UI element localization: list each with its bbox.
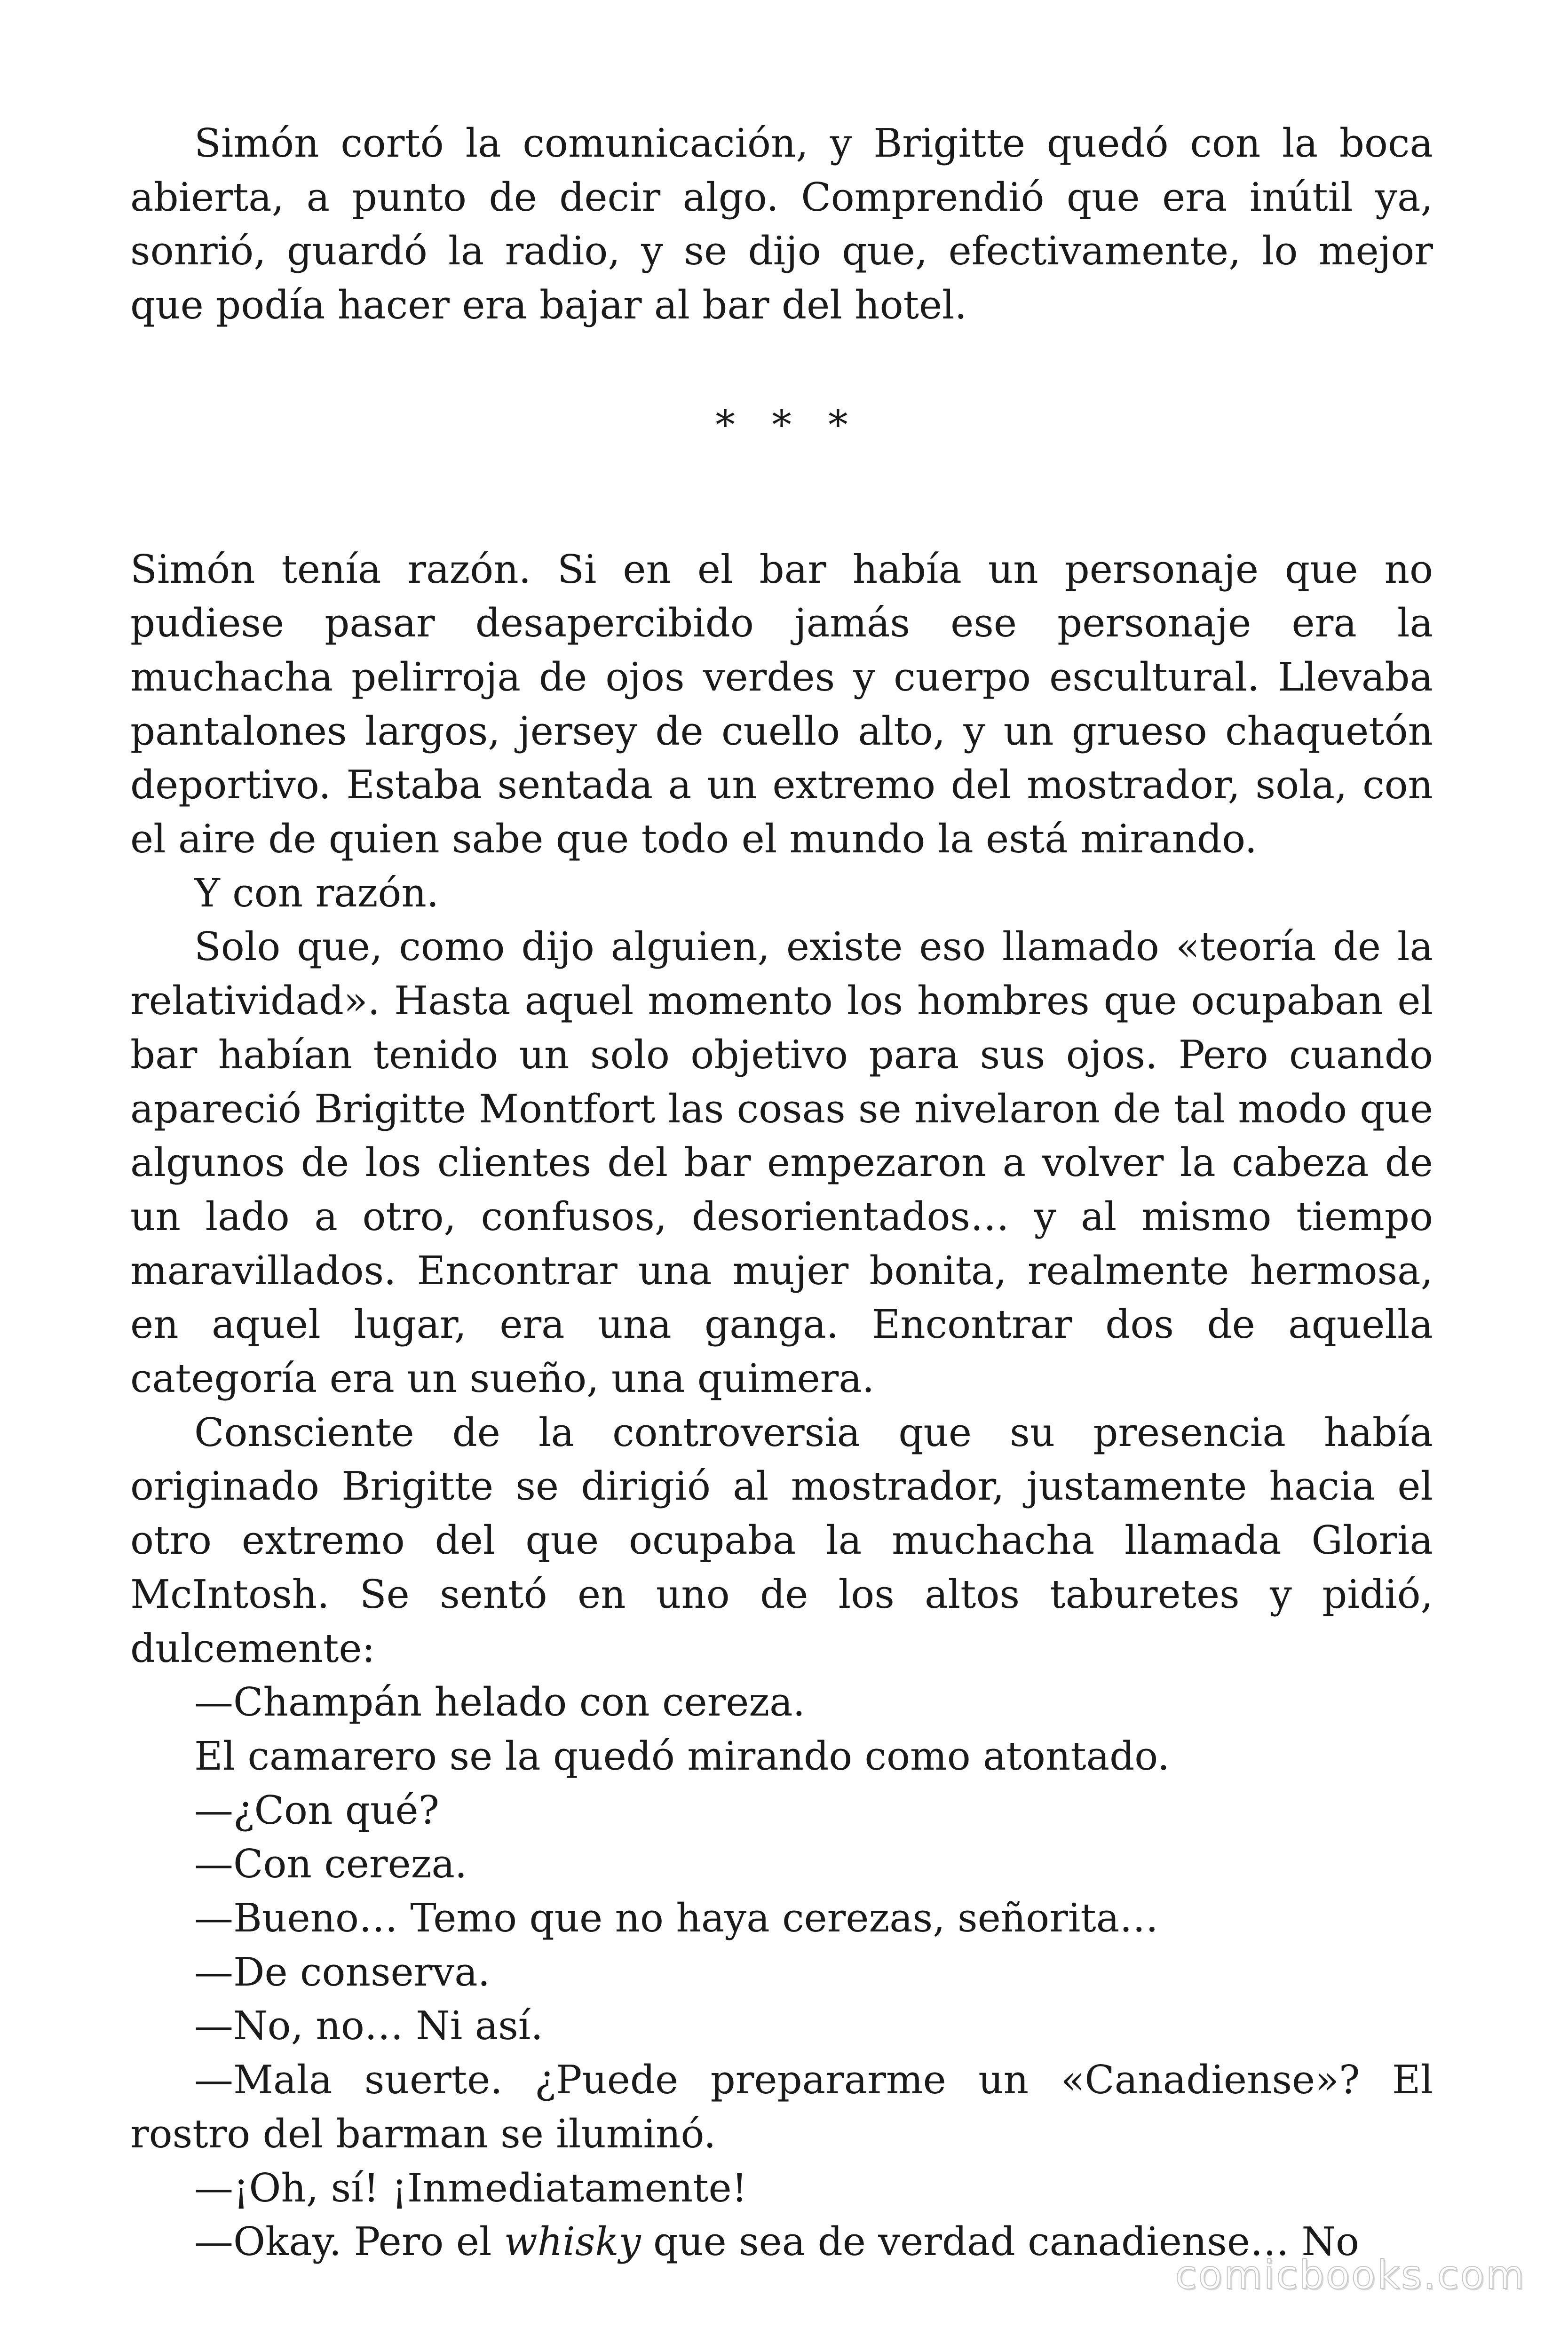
dialogue-line: —No, no… Ni así.: [194, 2003, 543, 2049]
watermark-text: comicbooks.com: [1175, 2252, 1526, 2298]
paragraph: Simón tenía razón. Si en el bar había un personaje que no pudiese pasar desapercibido jamás ese personaje era la muchacha pelirroja de ojos verdes y cuerpo escultural. Llevaba pantalones largos, jersey de cuello alto, y un grueso chaquetón deportivo. Estaba sentada a un extremo del mostrador, sola, con el aire de quien sabe que todo el mundo la está mirando.: [130, 546, 1433, 862]
paragraph: Consciente de la controversia que su presencia había originado Brigitte se dirigió al mostrador, justamente hacia el otro extremo del que ocupaba la muchacha llamada Gloria McIntosh. Se sentó en uno de los altos taburetes y pidió, dulcemente:: [130, 1409, 1433, 1671]
italic-word: whisky: [504, 2219, 641, 2265]
dialogue-text: que sea de verdad canadiense… No: [641, 2219, 1359, 2265]
dialogue-text: —Okay. Pero el: [194, 2219, 504, 2265]
dialogue-line: —Bueno… Temo que no haya cerezas, señorita…: [194, 1895, 1159, 1941]
dialogue-line: —¡Oh, sí! ¡Inmediatamente!: [194, 2165, 748, 2211]
paragraph: Y con razón.: [194, 870, 439, 916]
dialogue-line: —De conserva.: [194, 1949, 491, 1995]
paragraph: Simón cortó la comunicación, y Brigitte quedó con la boca abierta, a punto de decir algo. Comprendió que era inútil ya, sonrió, guardó la radio, y se dijo que, efectivamente, lo mejor que podía hacer era bajar al bar del hotel.: [130, 120, 1433, 328]
paragraph: El camarero se la quedó mirando como atontado.: [194, 1733, 1170, 1779]
dialogue-line: —Con cereza.: [194, 1841, 467, 1887]
dialogue-line: —Mala suerte. ¿Puede prepararme un «Canadiense»? El rostro del barman se iluminó.: [130, 2057, 1433, 2157]
dialogue-line: —¿Con qué?: [194, 1787, 440, 1833]
paragraph: Solo que, como dijo alguien, existe eso llamado «teoría de la relatividad». Hasta aquel momento los hombres que ocupaban el bar habían tenido un solo objetivo para sus ojos. Pero cuando apareció Brigitte Montfort las cosas se nivelaron de tal modo que algunos de los clientes del bar empezaron a volver la cabeza de un lado a otro, confusos, desorientados… y al mismo tiempo maravillados. Encontrar una mujer bonita, realmente hermosa, en aquel lugar, era una ganga. Encontrar dos de aquella categoría era un sueño, una quimera.: [130, 924, 1433, 1402]
scene-break: * * *: [715, 402, 860, 448]
page-body: [130, 117, 1433, 2269]
dialogue-line: —Champán helado con cereza.: [194, 1679, 805, 1725]
